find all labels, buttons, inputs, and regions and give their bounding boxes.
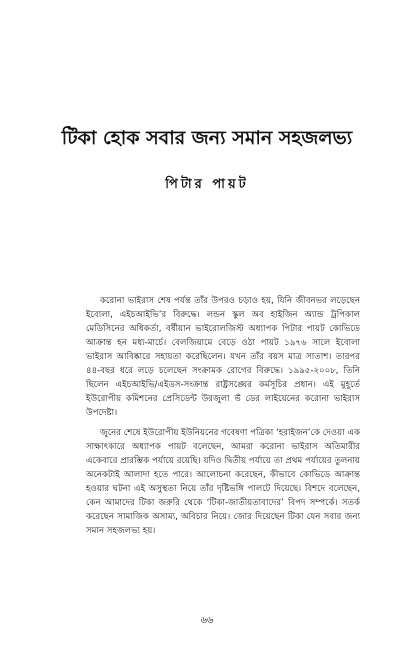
article-author: পিটার পায়ট [165, 177, 249, 192]
body-paragraph-1: করোনা ভাইরাস শেষ পর্যন্ত তাঁর উপরও চড়াও হয়, যিনি জীবনভর লড়েছেন ইবোলা, এইচআইভি’র বিরুদ্ধে। লন্ডন স্কুল অব হাইজিন অ্যান্ড ট্রপিকাল মেডিসিনের অধিকর্তা, বর্ষীয়ান ভাইরোলজিস্ট অধ্যাপক পিটার পায়ট কোভিডে আক্রান্ত হন মধ্য-মার্চে। বেলজিয়ামে বেড়ে ওঠা পায়ট ১৯৭৬ সালে ইবোলা ভাইরাস আবিষ্কারে সহায়তা করেছিলেন। যখন তাঁর বয়স মাত্র সাতাশ। তারপর ৪৪-বছর ধরে লড়ে চলেছেন সংক্রামক রোগের বিরুদ্ধে। ১৯৯৫-২০০৮, তিনি ছিলেন এইচআইভি/এইডস-সংক্রান্ত রাষ্ট্রসঙ্ঘের কর্মসূচির প্রধান। এই মুহূর্তে ইউরোপীয় কমিশনের প্রেসিডেন্ট উরজুলা ভঁ ডের লাইয়েনের করোনা ভাইরাস উপদেষ্টা। [86, 296, 360, 418]
body-paragraph-2: জুনের শেষে ইউরোপীয় ইউনিয়নের গবেষণা পত্রিকা ‘হরাইজন’কে দেওয়া এক সাক্ষাৎকারে অধ্যাপক পায়ট বলেছেন, আমরা করোনা ভাইরাস অতিমারীর একেবারে প্রারম্ভিক পর্যায়ে রয়েছি। যদিও দ্বিতীয় পর্যায়ে তা প্রথম পর্যায়ের তুলনায় অনেকটাই আলাদা হতে পারে। আলোচনা করেছেন, কীভাবে কোভিডে আক্রান্ত হওয়ার ঘটনা এই অসুস্থতা নিয়ে তাঁর দৃষ্টিভঙ্গি পালটে দিয়েছে। বিশদে বলেছেন, কেন আমাদের টিকা জরুরি থেকে ‘টিকা-জাতীয়তাবাদের’ বিপদ সম্পর্কে। সতর্ক করেছেন সামাজিক অসাম্য, অবিচার নিয়ে। জোর দিয়েছেন টিকা যেন সবার জন্য সমান সহজলভ্য হয়। [86, 428, 360, 536]
article-title: টিকা হোক সবার জন্য সমান সহজলভ্য [61, 127, 353, 149]
page-number: ৬৬ [200, 615, 214, 626]
article-body [86, 294, 360, 538]
